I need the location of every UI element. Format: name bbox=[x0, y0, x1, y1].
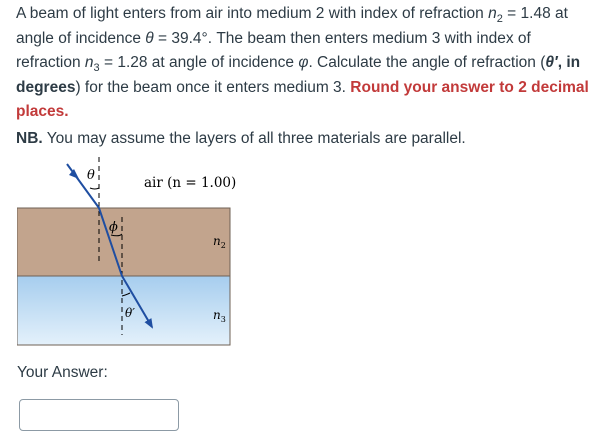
theta-label: θ bbox=[87, 168, 95, 183]
theta-symbol: θ bbox=[145, 29, 154, 47]
theta-arc bbox=[90, 188, 99, 189]
air-label: air (n = 1.00) bbox=[144, 175, 237, 191]
medium-3-layer bbox=[17, 276, 230, 345]
question-text-segment: = 1.48 at angle of incidence bbox=[16, 5, 568, 47]
n2-subscript: 2 bbox=[496, 13, 503, 26]
medium-2-layer bbox=[17, 208, 230, 276]
nb-note bbox=[16, 127, 594, 152]
question-paragraph bbox=[16, 2, 594, 125]
round-note: Round your answer to 2 decimal places. bbox=[16, 78, 589, 120]
theta-prime-symbol: θ′ bbox=[545, 54, 558, 71]
n3-subscript: 3 bbox=[93, 62, 100, 75]
question-text-segment: A beam of light enters from air into medium 2 with index of refraction bbox=[16, 5, 489, 22]
your-answer-label: Your Answer: bbox=[17, 364, 108, 381]
n2-symbol: n bbox=[488, 5, 497, 22]
refraction-diagram-svg bbox=[17, 155, 237, 355]
theta-prime-label: θ′ bbox=[125, 306, 135, 320]
refraction-diagram bbox=[17, 155, 237, 355]
question-text-segment: ) for the beam once it enters medium 3. bbox=[75, 78, 351, 96]
n3-symbol: n bbox=[84, 54, 94, 71]
nb-text: You may assume the layers of all three materials are parallel. bbox=[42, 129, 466, 147]
answer-input[interactable] bbox=[19, 399, 179, 431]
question-text-segment: . Calculate the angle of refraction ( bbox=[308, 54, 546, 71]
question-text bbox=[16, 2, 594, 151]
question-text-segment: = 39.4°. The beam then enters medium 3 with index of refraction bbox=[16, 29, 531, 71]
phi-symbol: φ bbox=[298, 54, 309, 71]
question-text-segment: = 1.28 at angle of incidence bbox=[99, 54, 299, 71]
n3-label: $n_3$ bbox=[213, 308, 226, 324]
phi-label: ϕ bbox=[109, 220, 118, 235]
in-degrees-text: , in degrees bbox=[16, 54, 581, 96]
n2-label: $n_2$ bbox=[213, 234, 226, 250]
nb-label: NB. bbox=[16, 129, 43, 147]
